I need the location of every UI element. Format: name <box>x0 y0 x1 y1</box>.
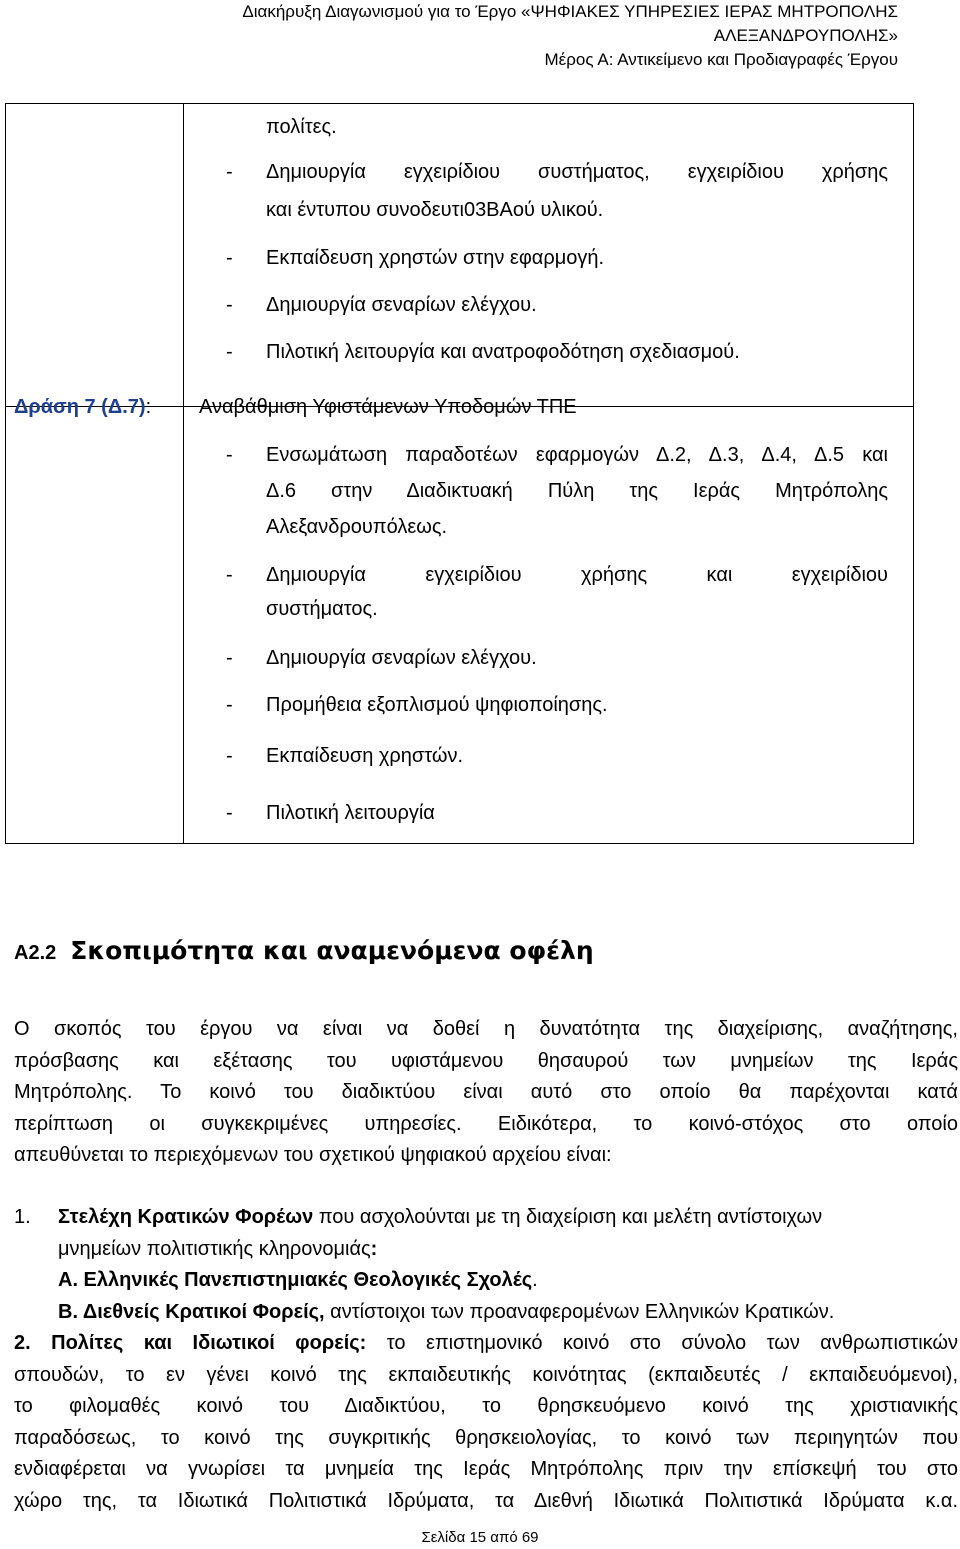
list-item-line: Εκπαίδευση χρηστών. <box>266 745 464 767</box>
header-line-1: Διακήρυξη Διαγωνισμού για το Έργο «ΨΗΦΙΑΚΕΣ ΥΠΗΡΕΣΙΕΣ ΙΕΡΑΣ ΜΗΤΡΟΠΟΛΗΣ <box>242 2 898 21</box>
list-number: 2. <box>14 1332 31 1354</box>
paragraph-line: περίπτωση οι συγκεκριμένες υπηρεσίες. Ειδικότερα, το κοινό-στόχος στο οποίο <box>14 1112 958 1135</box>
list-item-line: Πιλοτική λειτουργία <box>266 802 435 824</box>
list-dash: - <box>226 444 233 466</box>
list-item-line: Δημιουργία εγχειρίδιου συστήματος, εγχειρίδιου χρήσης <box>266 161 888 183</box>
list-dash: - <box>226 294 233 316</box>
paragraph-line: απευθύνεται το περιεχόμενων του σχετικού ψηφιακού αρχείου είναι: <box>14 1144 612 1166</box>
paragraph-line: πρόσβασης και εξέτασης του υφιστάμενου θησαυρού των μνημείων της Ιεράς <box>14 1049 958 1072</box>
list-entry-line <box>14 1328 958 1360</box>
sublist-b-text: αντίστοιχοι των προαναφερομένων Ελληνικών Κρατικών. <box>324 1300 835 1323</box>
list-entry-1 <box>58 1202 958 1328</box>
list-number: 1. <box>14 1206 31 1228</box>
sublist-a-end: . <box>532 1269 538 1291</box>
row1-continued-text: πολίτες. <box>266 116 337 138</box>
page-header <box>78 0 898 72</box>
list-dash: - <box>226 802 233 824</box>
list-item-line: συστήματος. <box>266 598 378 620</box>
section-title: Σκοπιμότητα και αναμενόμενα οφέλη <box>70 936 594 965</box>
paragraph-line: το φιλομαθές κοινό του Διαδικτύου, το θρησκευόμενο κοινό της χριστιανικής <box>14 1395 958 1417</box>
header-line-3: Μέρος Α: Αντικείμενο και Προδιαγραφές Έργου <box>544 50 898 69</box>
list-item-line: Ενσωμάτωση παραδοτέων εφαρμογών Δ.2, Δ.3, Δ.4, Δ.5 και <box>266 444 888 466</box>
list-entry-text: που ασχολούνται με τη διαχείριση και μελέτη αντίστοιχων <box>313 1206 823 1228</box>
list-entry-text: μνημείων πολιτιστικής κληρονομιάς <box>58 1237 371 1260</box>
list-dash: - <box>226 745 233 767</box>
list-item-line: Εκπαίδευση χρηστών στην εφαρμογή. <box>266 247 605 269</box>
list-entry-colon: : <box>370 1237 378 1260</box>
action-label: Δράση 7 (Δ.7) <box>14 396 146 418</box>
list-dash: - <box>226 247 233 269</box>
sublist-a-label: Α. Ελληνικές Πανεπιστημιακές Θεολογικές Σχολές <box>58 1269 533 1291</box>
row2-label <box>14 392 151 422</box>
list-dash: - <box>226 341 233 363</box>
paragraph-line: Ο σκοπός του έργου να είναι να δοθεί η δυνατότητα της διαχείρισης, αναζήτησης, <box>14 1018 958 1040</box>
paragraph-line: Μητρόπολης. Το κοινό του διαδικτύου είναι αυτό στο οποίο θα παρέχονται κατά <box>14 1081 958 1103</box>
list-dash: - <box>226 564 233 586</box>
page-number: Σελίδα 15 από 69 <box>421 1529 539 1546</box>
paragraph-line: ενδιαφέρεται να γνωρίσει τα μνημεία της Ιεράς Μητρόπολης πριν την επίσκεψή του στο <box>14 1458 958 1480</box>
list-item-line: Αλεξανδρουπόλεως. <box>266 516 448 538</box>
list-item-line: Δ.6 στην Διαδικτυακή Πύλη της Ιεράς Μητρόπολης <box>266 480 888 502</box>
table-column-divider <box>183 104 184 843</box>
list-entry-bold: Πολίτες και Ιδιωτικοί φορείς: <box>51 1332 367 1354</box>
sublist-b <box>58 1297 958 1329</box>
paragraph-line: χώρο της, τα Ιδιωτικά Πολιτιστικά Ιδρύματα, τα Διεθνή Ιδιωτικά Πολιτιστικά Ιδρύματα κ.α. <box>14 1489 958 1512</box>
list-entry-bold: Στελέχη Κρατικών Φορέων <box>58 1206 314 1228</box>
list-dash: - <box>226 161 233 183</box>
list-entry-2 <box>14 1328 958 1517</box>
intro-paragraph <box>14 1014 958 1172</box>
section-heading <box>14 936 594 968</box>
list-item-line: Δημιουργία σεναρίων ελέγχου. <box>266 294 537 316</box>
header-line-2: ΑΛΕΞΑΝΔΡΟΥΠΟΛΗΣ» <box>713 26 898 45</box>
list-entry-line <box>58 1234 958 1266</box>
paragraph-line: σπουδών, το εν γένει κοινό της εκπαιδευτικής κοινότητας (εκπαιδευτές / εκπαιδευόμενοι), <box>14 1363 958 1386</box>
list-item-line: Πιλοτική λειτουργία και ανατροφοδότηση σχεδιασμού. <box>266 341 740 363</box>
list-item-line: Δημιουργία σεναρίων ελέγχου. <box>266 647 537 669</box>
list-item-line: Προμήθεια εξοπλισμού ψηφιοποίησης. <box>266 694 608 716</box>
action-title: Αναβάθμιση Υφιστάμενων Υποδομών ΤΠΕ <box>199 396 577 418</box>
list-entry-text: το επιστημονικό κοινό στο σύνολο των ανθρωπιστικών <box>366 1332 959 1354</box>
list-dash: - <box>226 647 233 669</box>
list-item-line: Δημιουργία εγχειρίδιου χρήσης και εγχειρίδιου <box>266 564 888 586</box>
sublist-b-label: Β. <box>58 1300 83 1323</box>
list-entry-line <box>58 1202 958 1234</box>
action-label-colon: : <box>145 396 152 418</box>
list-item-line: και έντυπου συνοδευτι03ΒΑού υλικού. <box>266 199 604 221</box>
paragraph-line: παραδόσεως, το κοινό της συγκριτικής θρησκειολογίας, το κοινό των περιηγητών που <box>14 1426 958 1449</box>
sublist-a <box>58 1265 958 1297</box>
sublist-b-bold: Διεθνείς Κρατικοί Φορείς, <box>82 1300 325 1323</box>
section-number: Α2.2 <box>14 942 57 964</box>
list-dash: - <box>226 694 233 716</box>
